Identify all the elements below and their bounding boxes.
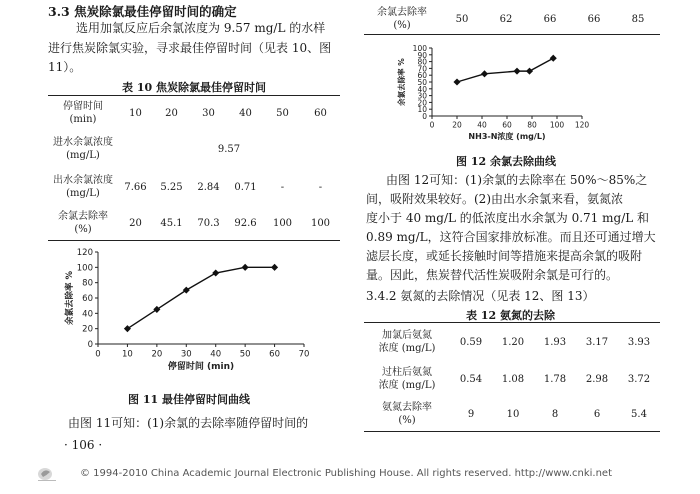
- row-label: 出水余氯浓度: [53, 175, 113, 186]
- data-point: [453, 78, 460, 85]
- subsection-heading: 3.4.2 氨氮的去除情况（见表 12、图 13）: [366, 289, 595, 303]
- table12-caption: 表 12 氨氮的去除: [466, 309, 555, 322]
- row-label: 氨氮去除率: [382, 402, 432, 413]
- row-label: 停留时间: [63, 101, 103, 112]
- section-heading: [48, 2, 237, 20]
- table-cell: 1.93: [543, 336, 567, 348]
- paragraph-line: 由图 12可知：(1)余氯的去除率在 50%～85%之: [386, 173, 648, 187]
- table-bottom-rule: [364, 431, 660, 432]
- fig12-caption: 图 12 余氯去除曲线: [456, 155, 556, 168]
- series-line: [457, 58, 553, 82]
- table-cell: 20: [129, 217, 142, 229]
- x-axis-label: 停留时间 (min): [167, 362, 235, 370]
- y-tick-label: 20: [82, 324, 93, 335]
- data-point: [550, 55, 557, 62]
- y-tick-label: 0: [87, 340, 93, 350]
- x-tick-label: 40: [477, 120, 487, 130]
- x-tick-label: 10: [122, 349, 133, 360]
- y-tick-label: 120: [76, 248, 93, 258]
- paragraph-line: 间，吸附效果较好。(2)由出水余氯来看，氨氮浓: [366, 192, 623, 206]
- y-axis-label: 余氯去除率 %: [397, 58, 406, 106]
- table-cell: -: [280, 181, 285, 193]
- series-line: [127, 267, 274, 328]
- table-cell: 66: [543, 13, 557, 25]
- y-tick-label: 60: [417, 71, 427, 81]
- y-tick-label: 10: [417, 105, 427, 115]
- section-title: 焦炭除氯最佳停留时间的确定: [74, 4, 237, 19]
- table-cell: -: [318, 181, 323, 193]
- row-unit: (%): [398, 415, 416, 426]
- table-row: [48, 130, 340, 168]
- y-tick-label: 60: [82, 294, 93, 304]
- chart-fig11: [60, 246, 320, 370]
- paragraph-line: 量。因此，焦炭替代活性炭吸附余氯是可行的。: [366, 268, 619, 282]
- data-point: [242, 264, 249, 271]
- x-tick-label: 60: [502, 120, 512, 130]
- table-cell: 10: [129, 107, 142, 119]
- x-tick-label: 20: [452, 120, 462, 130]
- y-tick-label: 80: [417, 57, 427, 67]
- y-axis-label: 余氯去除率 %: [65, 271, 75, 325]
- y-tick-label: 50: [417, 78, 427, 87]
- page-number: · 106 ·: [64, 438, 103, 452]
- table-cell: 45.1: [160, 217, 183, 229]
- row-unit: (min): [69, 114, 97, 125]
- row-label: 进水余氯浓度: [53, 137, 113, 148]
- table-bottom-rule: [48, 240, 340, 241]
- table-cell: 5.25: [160, 181, 183, 193]
- table-cell: 1.78: [543, 373, 567, 385]
- row-label: 加氯后氨氮: [382, 330, 432, 341]
- paragraph-line: 滤层长度，或延长接触时间等措施来提高余氯的吸附: [366, 249, 643, 263]
- table12: [364, 323, 660, 431]
- fig11-caption: 图 11 最佳停留时间曲线: [128, 393, 250, 406]
- table11-continued: [364, 6, 660, 32]
- paragraph-line: 由图 11可知：(1)余氯的去除率随停留时间的: [68, 416, 309, 430]
- x-tick-label: 40: [210, 349, 222, 360]
- y-tick-label: 30: [417, 91, 427, 101]
- paragraph-line: 11）。: [48, 60, 82, 74]
- chart-fig12: [392, 42, 612, 142]
- y-tick-label: 40: [82, 309, 93, 320]
- table-row: [364, 361, 660, 397]
- table-cell: 100: [310, 217, 331, 229]
- table-cell-merged: 9.57: [217, 143, 241, 155]
- paragraph-line: 0.89 mg/L，这符合国家排放标准。而且还可通过增大: [366, 230, 656, 244]
- table10: [48, 96, 340, 240]
- table-cell: 50: [455, 13, 469, 25]
- data-point: [526, 68, 533, 75]
- table-cell: 10: [506, 408, 520, 420]
- row-unit: 浓度 (mg/L): [378, 343, 436, 354]
- table-cell: 30: [202, 107, 215, 119]
- y-tick-label: 70: [417, 64, 427, 74]
- table-cell: 0.54: [459, 373, 483, 385]
- y-tick-label: 20: [417, 98, 427, 108]
- table-cell: 100: [272, 217, 293, 229]
- row-label: 余氯去除率: [377, 7, 427, 18]
- table-cell: 1.20: [501, 336, 525, 348]
- x-tick-label: 20: [151, 349, 163, 360]
- data-point: [183, 287, 190, 294]
- data-point: [513, 68, 520, 75]
- y-tick-label: 40: [417, 84, 427, 94]
- data-point: [212, 269, 219, 276]
- x-tick-label: 80: [527, 120, 537, 130]
- table-cell: 1.08: [501, 373, 525, 385]
- row-label: 余氯去除率: [58, 211, 108, 222]
- y-tick-label: 100: [412, 44, 427, 53]
- section-number: 3.3: [48, 4, 70, 19]
- table-row: [48, 96, 340, 130]
- table-cell: 9: [467, 408, 475, 420]
- data-point: [271, 264, 278, 271]
- table-cell: 60: [314, 107, 327, 119]
- table-cell: 6: [593, 408, 601, 420]
- y-tick-label: 0: [422, 112, 427, 121]
- row-unit: (mg/L): [66, 188, 100, 199]
- x-tick-label: 0: [429, 120, 435, 130]
- x-tick-label: 100: [549, 120, 565, 130]
- table-cell: 85: [631, 13, 645, 25]
- table-bottom-rule: [364, 34, 660, 35]
- table-cell: 2.98: [585, 373, 609, 385]
- row-unit: (mg/L): [66, 150, 100, 161]
- y-tick-label: 100: [76, 263, 93, 274]
- table-row: [364, 323, 660, 361]
- table-row: [364, 6, 660, 32]
- table-cell: 3.72: [627, 373, 651, 385]
- paragraph-line: 选用加氯反应后余氯浓度为 9.57 mg/L 的水样: [76, 21, 326, 35]
- row-unit: (%): [393, 20, 411, 31]
- row-label: 过柱后氨氮: [382, 367, 432, 378]
- table-cell: 92.6: [234, 217, 257, 229]
- x-tick-label: 120: [574, 120, 590, 130]
- copyright-footer: © 1994-2010 China Academic Journal Electronic Publishing House. All rights reserved. http://www.cnki.net: [80, 468, 612, 479]
- table-cell: 66: [587, 13, 601, 25]
- table-cell: 70.3: [197, 217, 220, 229]
- data-point: [124, 325, 131, 332]
- x-tick-label: 60: [269, 349, 280, 360]
- x-tick-label: 30: [180, 349, 192, 360]
- table-row: [48, 206, 340, 240]
- data-point: [153, 306, 160, 313]
- paragraph-line: 进行焦炭除氯实验，寻求最佳停留时间（见表 10、图: [48, 41, 332, 55]
- table-cell: 3.93: [627, 336, 651, 348]
- table-cell: 0.59: [459, 336, 483, 348]
- table-cell: 5.4: [631, 408, 647, 420]
- table10-caption: 表 10 焦炭除氯最佳停留时间: [122, 81, 266, 94]
- y-tick-label: 80: [82, 278, 93, 289]
- x-tick-label: 0: [95, 349, 101, 360]
- table-cell: 40: [239, 107, 252, 119]
- table-row: [48, 168, 340, 206]
- x-axis-label: NH3-N浓度 (mg/L): [468, 132, 546, 141]
- table-cell: 20: [165, 107, 178, 119]
- table-cell: 62: [499, 13, 513, 25]
- table-row: [364, 397, 660, 431]
- paragraph-line: 度小于 40 mg/L 的低浓度出水余氯为 0.71 mg/L 和: [366, 211, 650, 225]
- table-cell: 2.84: [197, 181, 220, 193]
- row-unit: (%): [74, 224, 92, 235]
- table-cell: 0.71: [234, 181, 257, 193]
- table-cell: 50: [276, 107, 289, 119]
- table-cell: 7.66: [124, 181, 147, 193]
- data-point: [481, 70, 488, 77]
- y-tick-label: 90: [417, 50, 427, 60]
- cnki-logo-icon: [36, 466, 58, 482]
- x-tick-label: 50: [239, 349, 251, 360]
- table-cell: 3.17: [585, 336, 609, 348]
- row-unit: 浓度 (mg/L): [378, 380, 436, 391]
- table-cell: 8: [551, 408, 559, 420]
- x-tick-label: 70: [298, 349, 310, 360]
